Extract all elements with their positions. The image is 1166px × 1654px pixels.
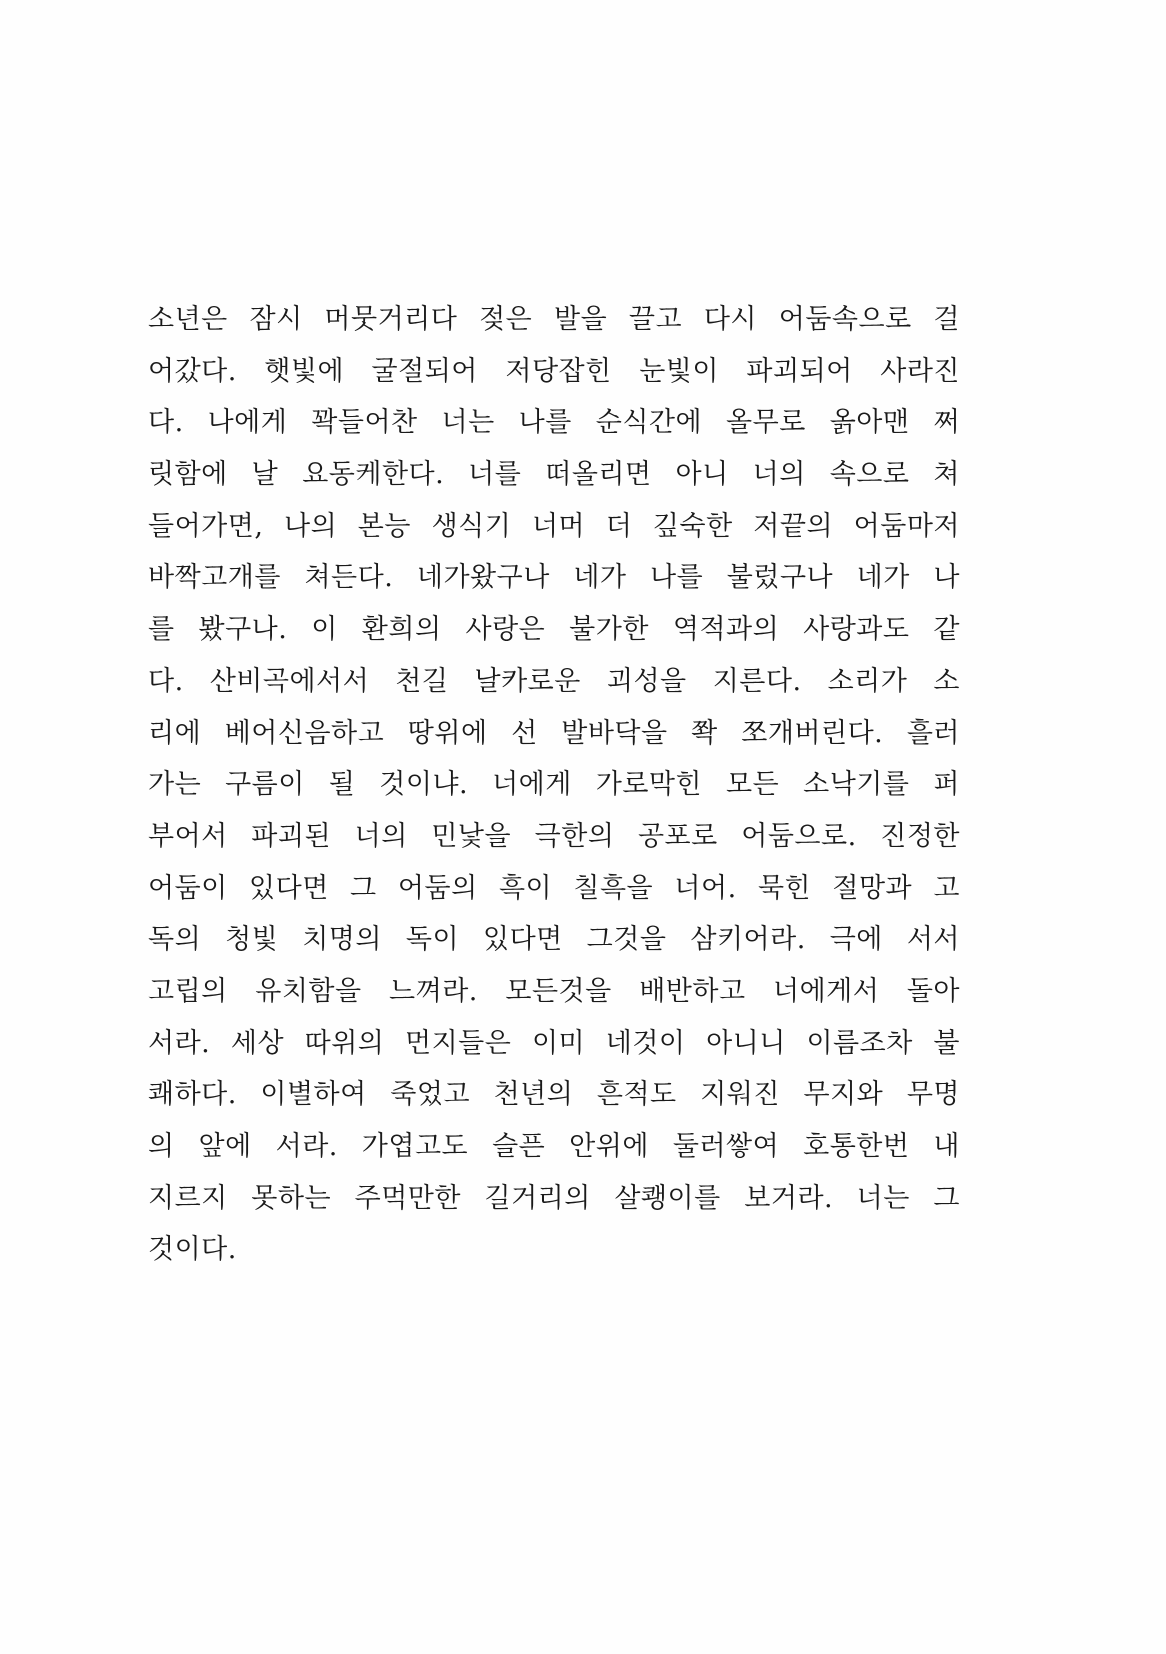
text-line: 쾌하다. 이별하여 죽었고 천년의 흔적도 지워진 무지와 무명 bbox=[148, 1079, 960, 1111]
text-line: 가는 구름이 될 것이냐. 너에게 가로막힌 모든 소낙기를 퍼 bbox=[148, 769, 960, 801]
text-line: 들어가면, 나의 본능 생식기 너머 더 깊숙한 저끝의 어둠마저 bbox=[148, 510, 960, 542]
text-line: 다. 산비곡에서서 천길 날카로운 괴성을 지른다. 소리가 소 bbox=[148, 665, 960, 697]
text-line: 지르지 못하는 주먹만한 길거리의 살쾡이를 보거라. 너는 그 bbox=[148, 1182, 960, 1214]
text-line: 어둠이 있다면 그 어둠의 흑이 칠흑을 너어. 묵힌 절망과 고 bbox=[148, 872, 960, 904]
text-line: 바짝고개를 쳐든다. 네가왔구나 네가 나를 불렀구나 네가 나 bbox=[148, 562, 960, 594]
text-line-final: 것이다. bbox=[148, 1234, 237, 1266]
text-line: 소년은 잠시 머뭇거리다 젖은 발을 끌고 다시 어둠속으로 걸 bbox=[148, 304, 960, 335]
handwritten-text-block bbox=[148, 294, 960, 1276]
text-line: 고립의 유치함을 느껴라. 모든것을 배반하고 너에게서 돌아 bbox=[148, 975, 960, 1007]
text-line: 의 앞에 서라. 가엽고도 슬픈 안위에 둘러쌓여 호통한번 내 bbox=[148, 1131, 960, 1162]
text-line: 독의 청빛 치명의 독이 있다면 그것을 삼키어라. 극에 서서 bbox=[148, 924, 960, 956]
text-line: 릿함에 날 요동케한다. 너를 떠올리면 아니 너의 속으로 쳐 bbox=[148, 459, 960, 491]
text-line: 를 봤구나. 이 환희의 사랑은 불가한 역적과의 사랑과도 같 bbox=[148, 614, 960, 646]
text-line: 부어서 파괴된 너의 민낯을 극한의 공포로 어둠으로. 진정한 bbox=[148, 820, 960, 852]
text-line: 서라. 세상 따위의 먼지들은 이미 네것이 아니니 이름조차 불 bbox=[148, 1027, 960, 1059]
text-line: 다. 나에게 꽉들어찬 너는 나를 순식간에 올무로 옭아맨 쩌 bbox=[148, 407, 960, 439]
text-line: 리에 베어신음하고 땅위에 선 발바닥을 쫙 쪼개버린다. 흘러 bbox=[148, 717, 960, 749]
text-line: 어갔다. 햇빛에 굴절되어 저당잡힌 눈빛이 파괴되어 사라진 bbox=[148, 355, 960, 387]
